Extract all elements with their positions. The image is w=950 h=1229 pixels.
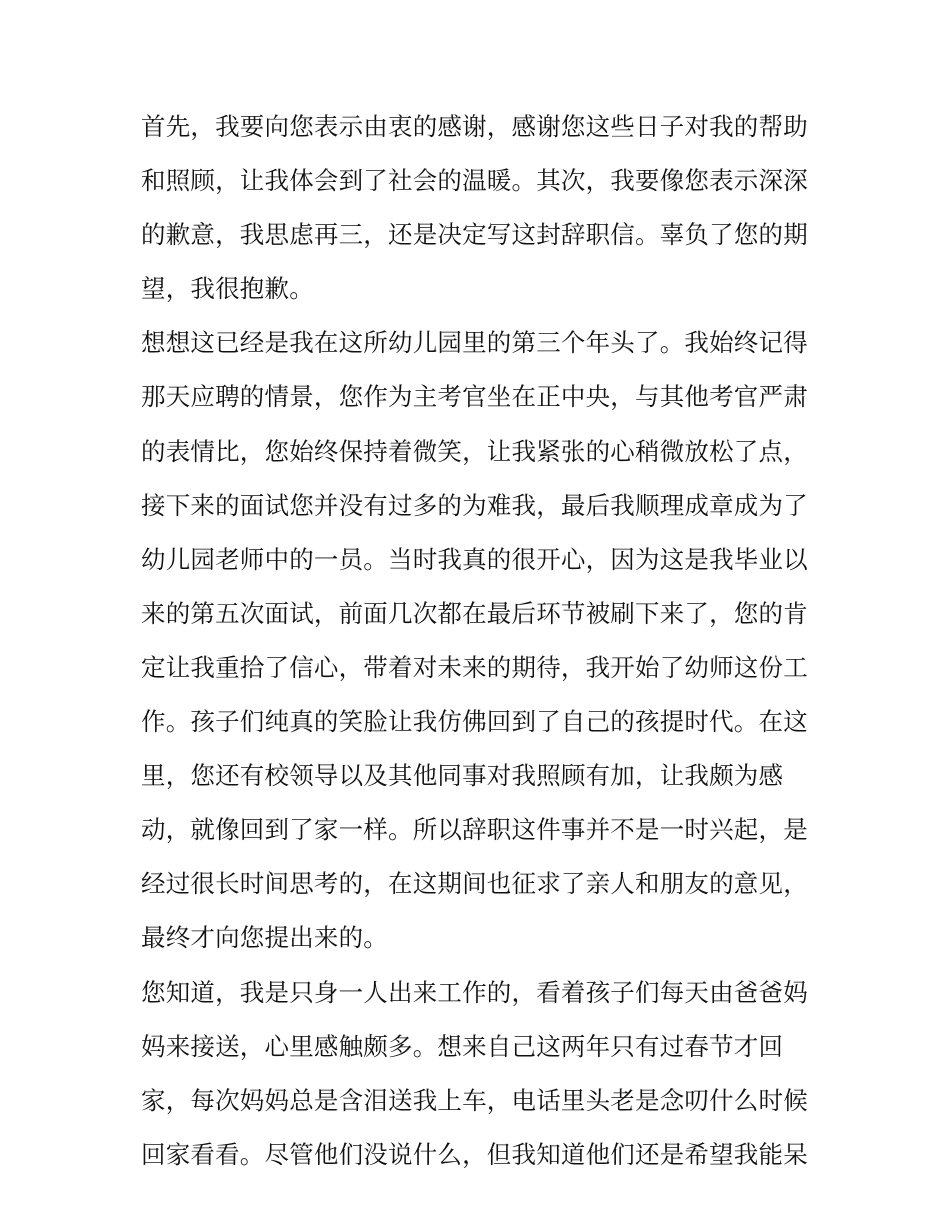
- text-line: 那天应聘的情景，您作为主考官坐在正中央，与其他考官严肃: [141, 382, 808, 412]
- text-line: 想想这已经是我在这所幼儿园里的第三个年头了。我始终记得: [141, 328, 808, 358]
- text-line: 家，每次妈妈总是含泪送我上车，电话里头老是念叨什么时候: [141, 1085, 808, 1115]
- text-line: 的歉意，我思虑再三，还是决定写这封辞职信。辜负了您的期: [141, 220, 808, 250]
- text-line: 回家看看。尽管他们没说什么，但我知道他们还是希望我能呆: [141, 1139, 808, 1169]
- text-line: 来的第五次面试，前面几次都在最后环节被刷下来了，您的肯: [141, 598, 808, 628]
- text-line: 和照顾，让我体会到了社会的温暖。其次，我要像您表示深深: [141, 166, 808, 196]
- text-line: 最终才向您提出来的。: [141, 923, 388, 953]
- text-line: 接下来的面试您并没有过多的为难我，最后我顺理成章成为了: [141, 490, 808, 520]
- text-line: 望，我很抱歉。: [141, 274, 314, 304]
- text-line: 您知道，我是只身一人出来工作的，看着孩子们每天由爸爸妈: [141, 977, 808, 1007]
- text-line: 的表情比，您始终保持着微笑，让我紧张的心稍微放松了点，: [141, 436, 808, 466]
- text-line: 动，就像回到了家一样。所以辞职这件事并不是一时兴起，是: [141, 815, 808, 845]
- text-line: 幼儿园老师中的一员。当时我真的很开心，因为这是我毕业以: [141, 544, 808, 574]
- text-line: 经过很长时间思考的，在这期间也征求了亲人和朋友的意见，: [141, 869, 808, 899]
- letter-body: [141, 100, 821, 1182]
- text-line: 妈来接送，心里感触颇多。想来自己这两年只有过春节才回: [141, 1031, 784, 1061]
- text-line: 作。孩子们纯真的笑脸让我仿佛回到了自己的孩提时代。在这: [141, 707, 808, 737]
- text-line: 里，您还有校领导以及其他同事对我照顾有加，让我颇为感: [141, 761, 784, 791]
- text-line: 定让我重拾了信心，带着对未来的期待，我开始了幼师这份工: [141, 652, 808, 682]
- text-line: 首先，我要向您表示由衷的感谢，感谢您这些日子对我的帮助: [141, 112, 808, 141]
